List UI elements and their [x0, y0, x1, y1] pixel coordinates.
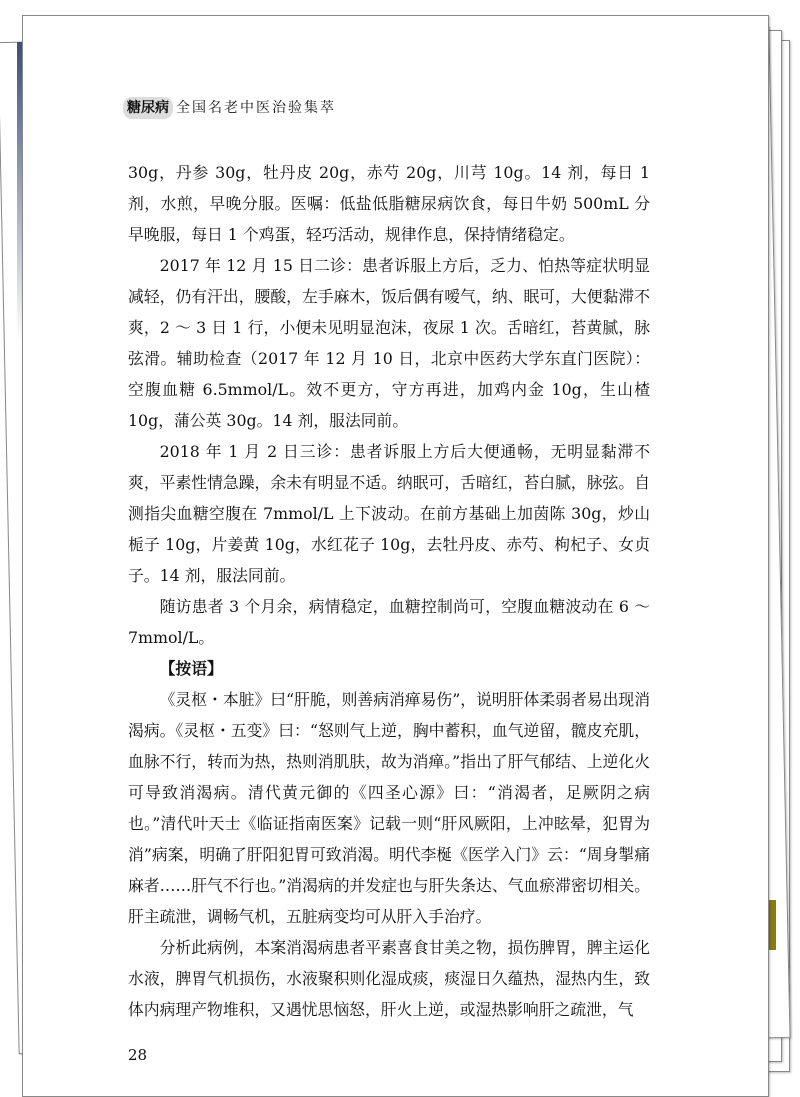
- paragraph: 2018 年 1 月 2 日三诊：患者诉服上方后大便通畅，无明显黏滞不爽，平素性情急躁，余未有明显不适。纳眠可，舌暗红，苔白腻，脉弦。自测指尖血糖空腹在 7mmol/L 上下波动。在前方基础上加茵陈 30g，炒山栀子 10g，片姜黄 10g，水红花子 10g，去牡丹皮、赤芍、枸杞子、女贞子。14 剂，服法同前。: [128, 442, 650, 585]
- page-number: 28: [128, 1046, 148, 1064]
- series-title: 全国名老中医治验集萃: [176, 100, 336, 116]
- page-body: [128, 157, 650, 1025]
- paragraph: 分析此病例，本案消渴病患者平素喜食甘美之物，损伤脾胃，脾主运化水液，脾胃气机损伤，水液聚积则化湿成痰，痰湿日久蕴热，湿热内生，致体内病理产物堆积，又遇忧思恼怒，肝火上逆，或湿热影响肝之疏泄，气: [128, 938, 650, 1019]
- section-heading: 【按语】: [159, 659, 223, 678]
- page-edge-decoration: [768, 900, 776, 950]
- header-badge: 糖尿病: [123, 97, 173, 119]
- running-header: [123, 97, 653, 119]
- paragraph: 随访患者 3 个月余，病情稳定，血糖控制尚可，空腹血糖波动在 6 ～ 7mmol/L。: [128, 597, 650, 647]
- paragraph: 《灵枢・本脏》曰“肝脆，则善病消瘅易伤”，说明肝体柔弱者易出现消渴病。《灵枢・五变》曰：“怒则气上逆，胸中蓄积，血气逆留，髋皮充肌，血脉不行，转而为热，热则消肌肤，故为消瘅。”指出了肝气郁结、上逆化火可导致消渴病。清代黄元御的《四圣心源》曰：“消渴者，足厥阴之病也。”清代叶天士《临证指南医案》记载一则“肝风厥阳，上冲眩晕，犯胃为消”病案，明确了肝阳犯胃可致消渴。明代李梴《医学入门》云：“周身掣痛麻者……肝气不行也。”消渴病的并发症也与肝失条达、气血瘀滞密切相关。肝主疏泄，调畅气机，五脏病变均可从肝入手治疗。: [128, 690, 650, 926]
- paragraph: 2017 年 12 月 15 日二诊：患者诉服上方后，乏力、怕热等症状明显减轻，仍有汗出，腰酸，左手麻木，饭后偶有嗳气，纳、眠可，大便黏滞不爽，2 ～ 3 日 1 行，小便未见明显泡沫，夜尿 1 次。舌暗红，苔黄腻，脉弦滑。辅助检查（2017 年 12 月 10 日，北京中医药大学东直门医院）：空腹血糖 6.5mmol/L。效不更方，守方再进，加鸡内金 10g，生山楂 10g，蒲公英 30g。14 剂，服法同前。: [128, 256, 650, 430]
- paragraph: 30g，丹参 30g，牡丹皮 20g，赤芍 20g，川芎 10g。14 剂，每日 1 剂，水煎，早晚分服。医嘱：低盐低脂糖尿病饮食，每日牛奶 500mL 分早晚服，每日 1 个鸡蛋，轻巧活动，规律作息，保持情绪稳定。: [128, 163, 650, 244]
